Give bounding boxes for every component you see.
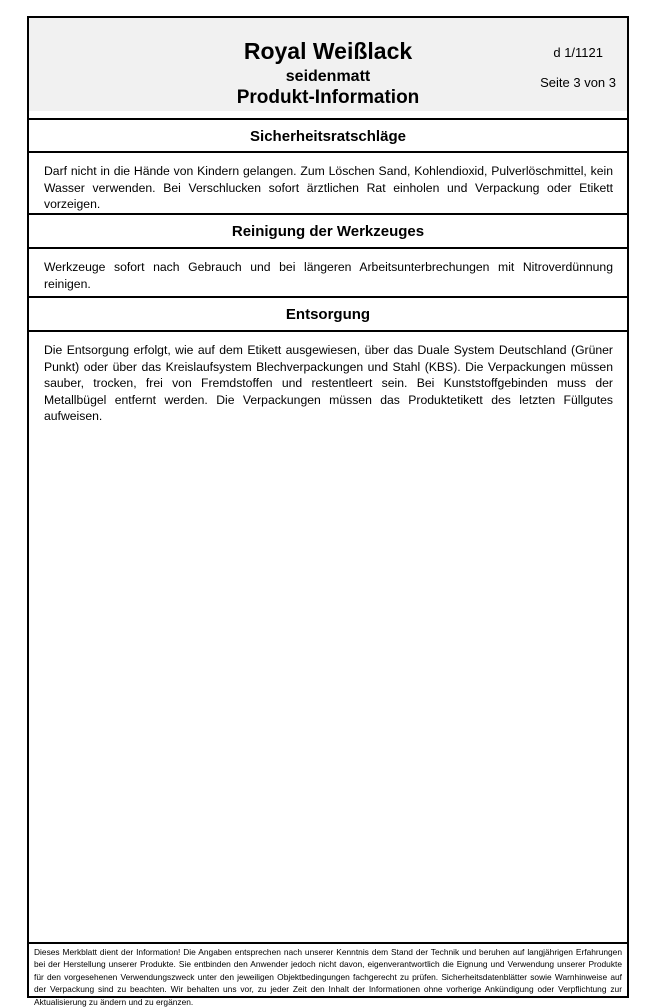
section-text-cleaning: Werkzeuge sofort nach Gebrauch und bei längeren Arbeitsunterbrechungen mit Nitroverdünnung reinigen. [44, 260, 613, 291]
page-indicator: Seite 3 von 3 [540, 75, 616, 90]
divider [29, 213, 627, 215]
section-title-cleaning: Reinigung der Werkzeuges [231, 223, 425, 240]
document-number: d 1/1121 [553, 45, 603, 60]
section-title-safety: Sicherheitsratschläge [250, 128, 406, 145]
divider [29, 247, 627, 249]
document-frame [27, 16, 629, 1007]
footer-disclaimer: Dieses Merkblatt dient der Information! Die Angaben entsprechen nach unserer Kenntnis dem Stand der Technik und beruhen auf langjährigen Erfahrungen bei der Herstellung unserer Produkte. Sie entbinden den Anwender jedoch nicht davon, eigenverantwortlich die Eignung und Verwendung unserer Produkte für den vorgesehenen Verwendungszweck unter den jeweiligen Objektbedingungen fachgerecht zu prüfen. Sicherheitsdatenblätter sowie Warnhinweise auf der Verpackung sind zu beachten. Wir behalten uns vor, zu jeder Zeit den Inhalt der Informationen ohne vorherige Ankündigung oder Verpflichtung zur Aktualisierung zu ändern und zu ergänzen. [34, 947, 622, 1007]
section-text-safety: Darf nicht in die Hände von Kindern gelangen. Zum Löschen Sand, Kohlendioxid, Pulverlöschmittel, kein Wasser verwenden. Bei Verschlucken sofort ärztlichen Rat einholen und Verpackung oder Etikett vorzeigen. [44, 164, 613, 211]
product-name: Royal Weißlack [243, 38, 413, 64]
product-finish: seidenmatt [285, 68, 371, 85]
section-title-disposal: Entsorgung [285, 306, 371, 323]
divider [29, 296, 627, 298]
divider [29, 118, 627, 120]
document-type: Produkt-Information [236, 87, 420, 108]
divider [29, 330, 627, 332]
divider [29, 151, 627, 153]
footer-divider [29, 942, 627, 944]
section-text-disposal: Die Entsorgung erfolgt, wie auf dem Etikett ausgewiesen, über das Duale System Deutschland (Grüner Punkt) oder über das Kreislaufsystem Blechverpackungen und Stahl (KBS). Die Verpackungen müssen sauber, trocken, frei von Fremdstoffen und restentleert sein. Bei Kunststoffgebinden muss der Metallbügel entfernt werden. Die Verpackungen müssen das Produktetikett des letzten Füllgutes aufweisen. [44, 343, 613, 423]
document-header [29, 18, 627, 111]
